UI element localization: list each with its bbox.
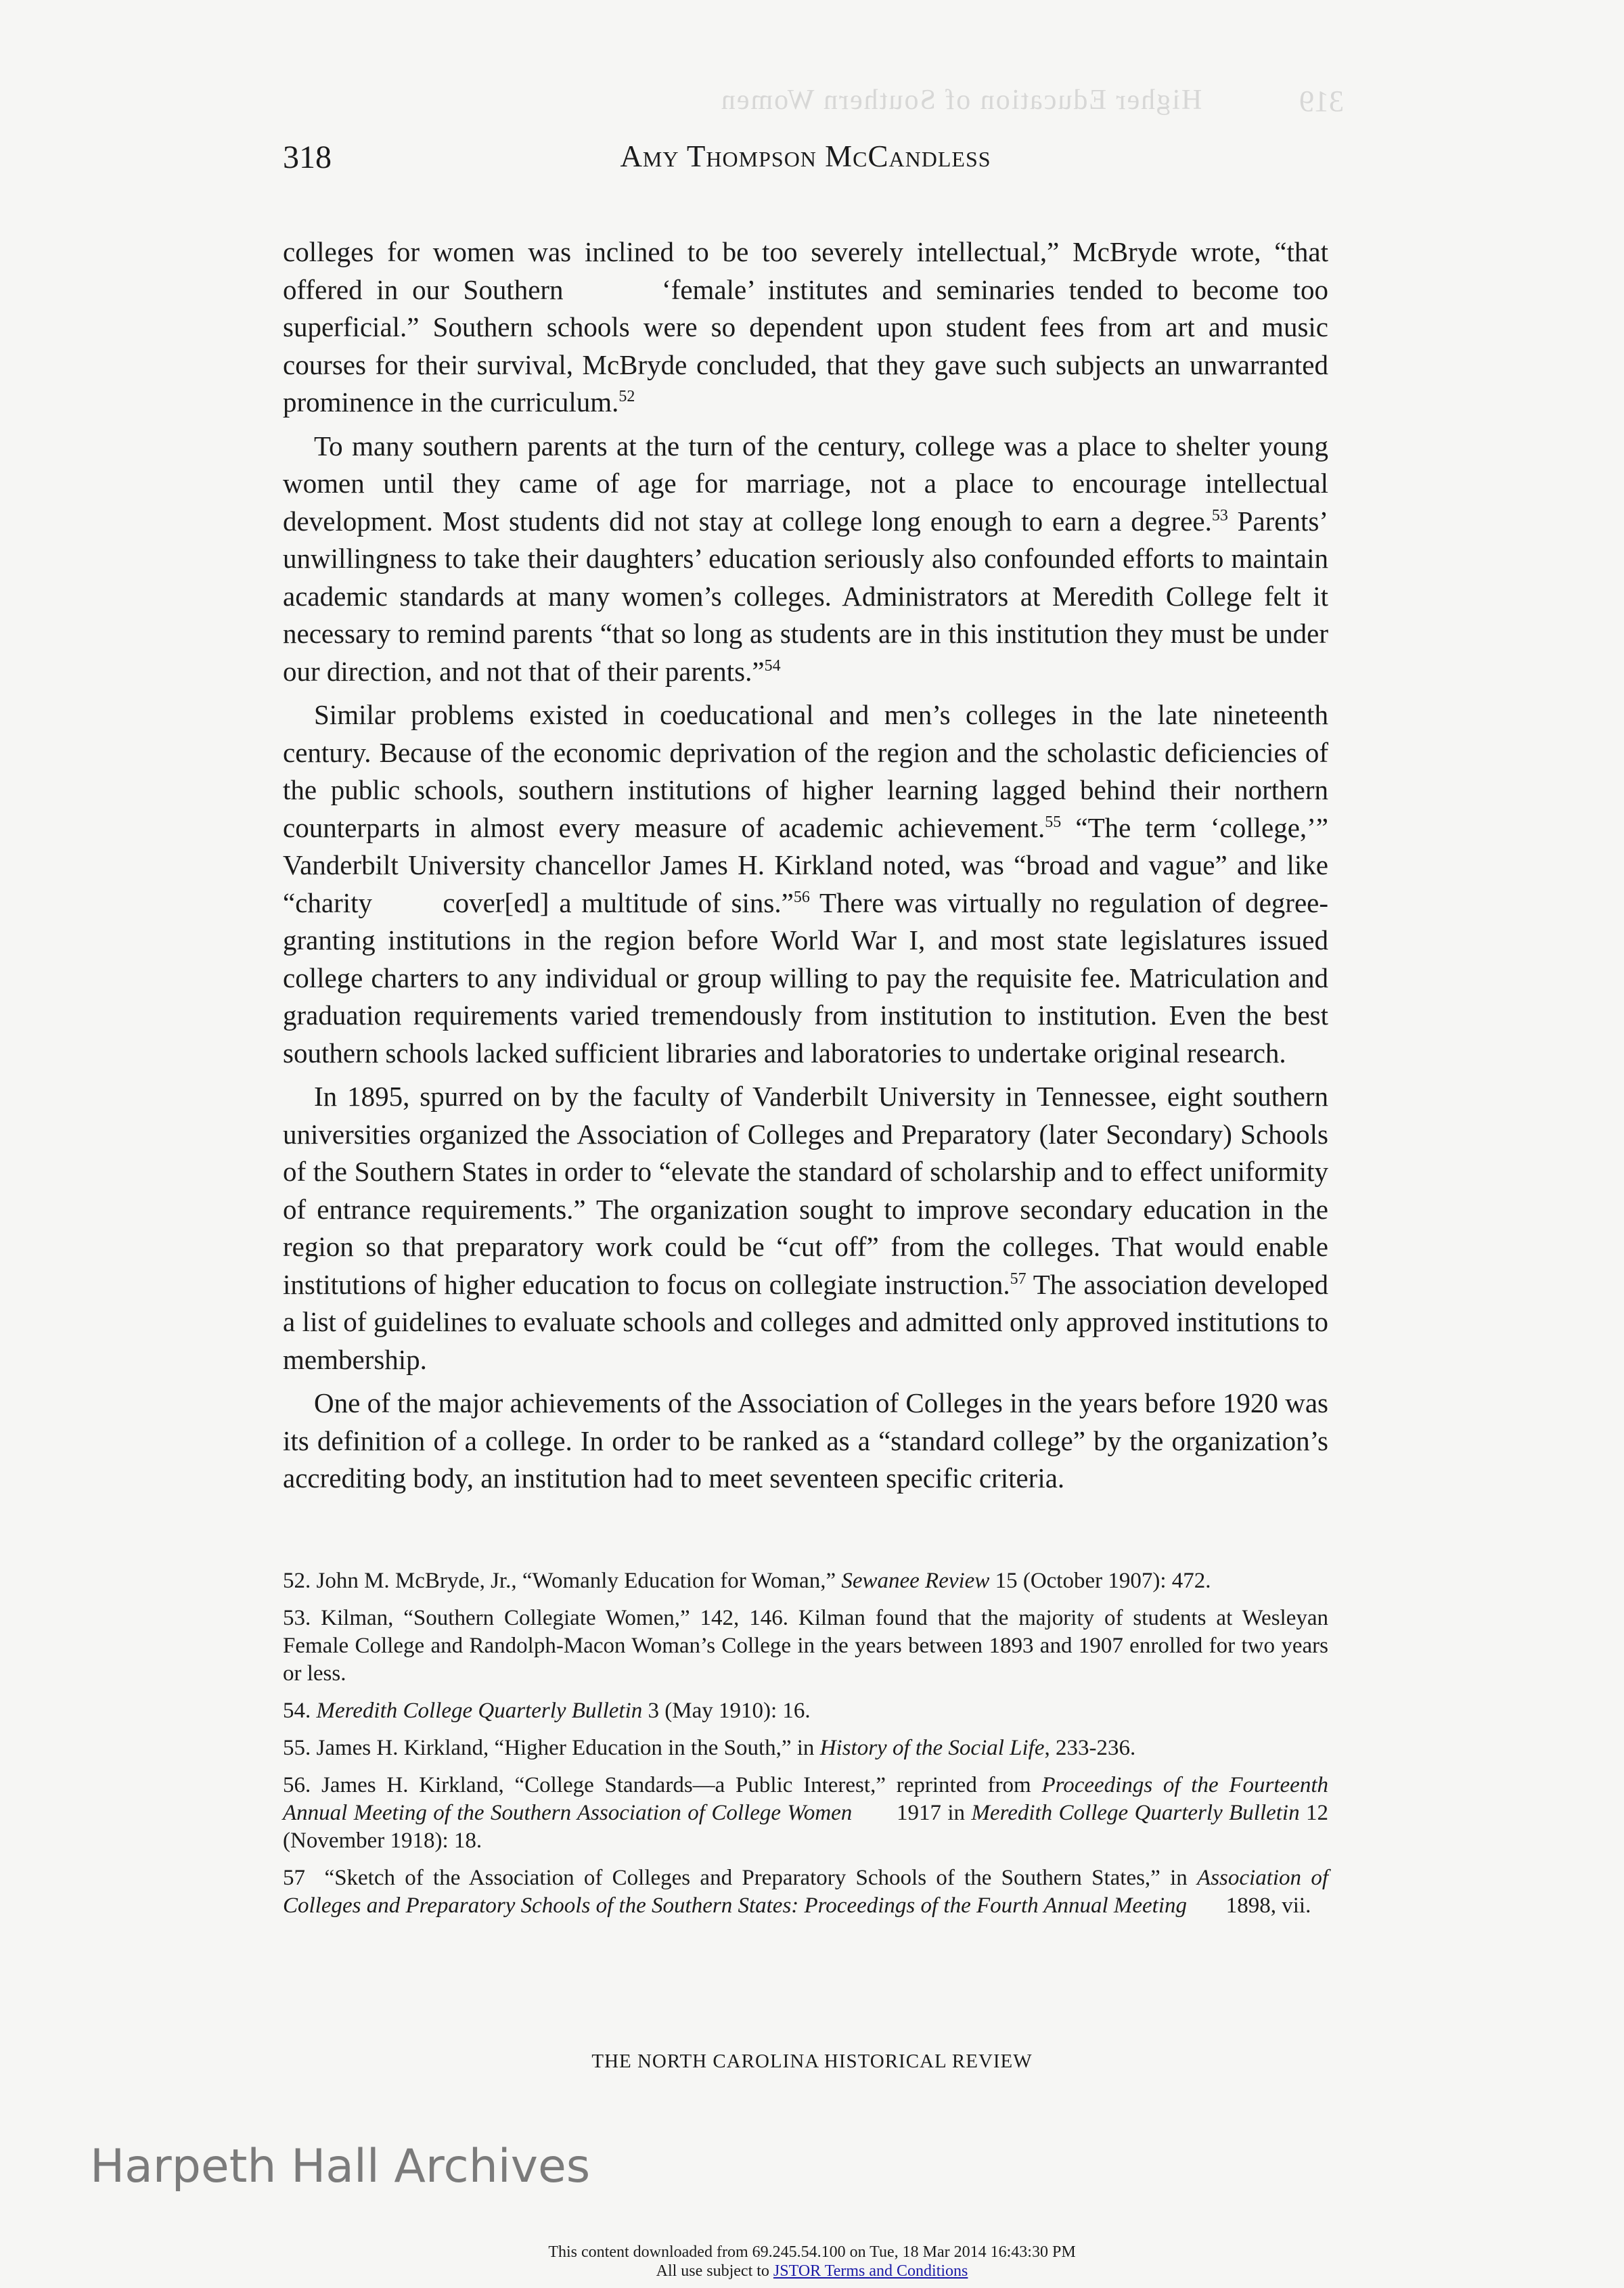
footnote-54: 54. Meredith College Quarterly Bulletin 3 (May 1910): 16. — [283, 1699, 811, 1723]
reverse-page-number: 319 — [1299, 85, 1344, 118]
note-ref-57[interactable]: 57 — [1010, 1270, 1027, 1288]
note-ref-56[interactable]: 56 — [793, 888, 810, 906]
running-title-author: Amy Thompson McCandless — [620, 139, 991, 173]
paragraph-4: In 1895, spurred on by the faculty of Vanderbilt University in Tennessee, eight southern universities organized the Association of Colleges and Preparatory (later Secondary) Schools of the Southern States in order to “elevate the standard of scholarship and to effect uniformity of entrance requirements.” The organization sought to improve secondary education in the region so that preparatory work could be “cut off” from the colleges. That would enable institutions of higher education to focus on collegiate instruction.$^{57}$ The association developed a list of guidelines to evaluate schools and colleges and admitted only approved institutions to membership. — [283, 1081, 1329, 1375]
footnotes — [283, 1567, 1328, 1929]
footnote-53: 53. Kilman, “Southern Collegiate Women,” 142, 146. Kilman found that the majority of students at Wesleyan Female College and Randolph-Macon Woman’s College in the years between 1893 and 1907 enrolled for two years or less. — [283, 1606, 1328, 1686]
page-number: 318 — [283, 139, 332, 175]
download-notice — [0, 2243, 1624, 2281]
footnote-56: 56. James H. Kirkland, “College Standards—a Public Interest,” reprinted from Proceedings of the Fourteenth Annual Meeting of the Southern Association of College Women 1917 in Meredith College Quarterly Bulletin 12 (November 1918): 18. — [283, 1773, 1328, 1853]
terms-line: All use subject to JSTOR Terms and Conditions — [656, 2262, 968, 2280]
paragraph-5: One of the major achievements of the Association of Colleges in the years before 1920 was its definition of a college. In order to be ranked as a “standard college” by the organization’s accrediting body, an institution had to meet seventeen specific criteria. — [283, 1387, 1328, 1494]
archive-watermark: Harpeth Hall Archives — [90, 2140, 591, 2193]
article-body — [283, 233, 1328, 1498]
download-notice-line: This content downloaded from 69.245.54.100 on Tue, 18 Mar 2014 16:43:30 PM — [548, 2243, 1076, 2261]
footnote-57: 57 “Sketch of the Association of Colleges and Preparatory Schools of the Southern States,” in Association of Colleges and Preparatory Schools of the Southern States: Proceedings of the Fourth Annual Meeting 1898, vii. — [283, 1866, 1328, 1918]
note-ref-52[interactable]: 52 — [618, 388, 635, 405]
note-ref-55[interactable]: 55 — [1045, 813, 1062, 831]
paragraph-1: colleges for women was inclined to be too severely intellectual,” McBryde wrote, “that offered in our Southern ‘female’ institutes and seminaries tended to become too superficial.” Southern schools were so dependent upon student fees from art and music courses for their survival, McBryde concluded, that they gave such subjects an unwarranted prominence in the curriculum.$^{52}$ — [283, 236, 1328, 418]
running-head — [283, 139, 1328, 179]
note-ref-53[interactable]: 53 — [1211, 506, 1228, 524]
note-ref-54[interactable]: 54 — [764, 656, 781, 675]
reverse-running-title: Higher Education of Southern Women — [719, 85, 1202, 116]
jstor-terms-link[interactable]: JSTOR Terms and Conditions — [773, 2262, 968, 2280]
paragraph-3: Similar problems existed in coeducational and men’s colleges in the late nineteenth century. Because of the economic deprivation of the region and the scholastic deficiencies of the public schools, southern institutions of higher learning lagged behind their northern counterparts in almost every measure of academic achievement.$^{55}$ “The term ‘college,’” Vanderbilt University chancellor James H. Kirkland noted, was “broad and vague” and like “charity cover[ed] a multitude of sins.”$^{56}$ There was virtually no regulation of degree-granting institutions in the region before World War I, and most state legislatures issued college charters to any individual or group willing to pay the requisite fee. Matriculation and graduation requirements varied tremendously from institution to institution. Even the best southern schools lacked sufficient libraries and laboratories to undertake original research. — [283, 699, 1328, 1069]
paragraph-2: To many southern parents at the turn of the century, college was a place to shelter young women until they came of age for marriage, not a place to encourage intellectual development. Most students did not stay at college long enough to earn a degree.$^{53}$ Parents’ unwillingness to take their daughters’ education seriously also confounded efforts to maintain academic standards at many women’s colleges. Administrators at Meredith College felt it necessary to remind parents “that so long as students are in this institution they must be under our direction, and not that of their parents.”$^{54}$ — [283, 430, 1328, 687]
footnote-52: 52. John M. McBryde, Jr., “Womanly Education for Woman,” Sewanee Review 15 (October 1907): 472. — [283, 1569, 1211, 1593]
journal-footer: THE NORTH CAROLINA HISTORICAL REVIEW — [591, 2050, 1033, 2072]
footnote-55: 55. James H. Kirkland, “Higher Education in the South,” in History of the Social Life, 233-236. — [283, 1736, 1136, 1760]
